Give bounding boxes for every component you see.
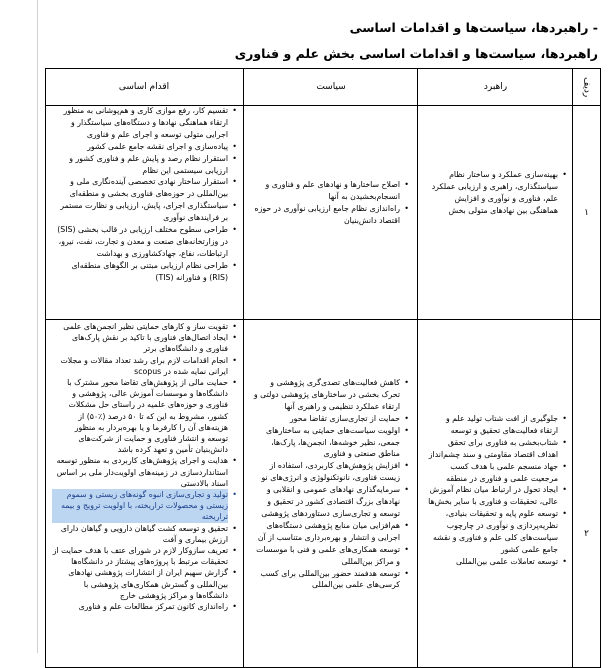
policy-cell bbox=[250, 179, 410, 227]
row-number: ۱ bbox=[584, 208, 589, 218]
action-item: • پیاده‌سازی و اجرای نقشه جامع علمی کشور bbox=[52, 141, 228, 153]
row-number: ۲ bbox=[584, 529, 589, 539]
strategy-table bbox=[45, 68, 601, 668]
policy-item: • هم‌افزایی میان منابع پژوهشی دستگاه‌های اجرایی و انتشار و بهره‌برداری متناسب از آن bbox=[250, 520, 400, 544]
strategy-item: • ایجاد تحول در ارتباط میان نظام آموزش عالی، تحقیقات و فناوری با سایر بخش‌ها bbox=[428, 484, 558, 508]
policy-item: • افزایش پژوهش‌های کاربردی، استفاده از زیست فناوری، نانوتکنولوژی و انرژی‌های نو bbox=[250, 460, 400, 484]
action-cell bbox=[52, 321, 238, 612]
strategy-item: • بهینه‌سازی عملکرد و ساختار نظام سیاستگذاری، راهبری و ارزیابی عملکرد علم، فناوری و نوآوری و افزایش هماهنگی بین نهادهای متولی بخش bbox=[428, 169, 558, 217]
strategy-cell bbox=[428, 169, 568, 217]
action-item: • تعریف سازوکار لازم در شورای عتف با هدف حمایت از تحقیقات مرتبط با پروژه‌های پیشتاز در دانشگاه‌ها bbox=[52, 545, 228, 567]
header-row-number: ردیف bbox=[581, 76, 592, 98]
table-title: راهبردها، سیاست‌ها و اقدامات اساسی بخش علم و فناوری bbox=[234, 46, 598, 61]
action-item: • تحقیق و توسعه کشت گیاهان دارویی و گیاهان دارای ارزش بیماری و آفت bbox=[52, 523, 228, 545]
action-item: • سیاستگذاری اجرای، پایش، ارزیابی و نظارت مستمر بر فرایندهای نوآوری bbox=[52, 200, 228, 224]
header-strategy: راهبرد bbox=[483, 82, 508, 92]
column-divider bbox=[417, 69, 418, 667]
action-item: • طراحی نظام ارزیابی مبتنی بر الگوهای منطقه‌ای (RIS) و فناورانه (TIS) bbox=[52, 260, 228, 284]
section-title: - راهبردها، سیاست‌ها و اقدامات اساسی bbox=[349, 20, 598, 35]
action-item: • تقسیم کار، رفع موازی کاری و هم‌پوشانی به منظور ارتقاء هماهنگی نهادها و دستگاه‌های سیاستگذار و اجرایی متولی توسعه و اجرای علم و فناوری bbox=[52, 105, 228, 141]
strategy-cell bbox=[428, 413, 568, 568]
column-divider bbox=[572, 69, 573, 667]
column-divider bbox=[243, 69, 244, 667]
action-item-selected[interactable]: • تولید و تجاری‌سازی انبوه گونه‌های زیستی و سموم زیستی و محصولات تراریخته، با اولویت ترویج و بیمه تراریخته bbox=[52, 489, 228, 523]
action-item: • راه‌اندازی کانون تمرکز مطالعات علم و فناوری bbox=[52, 601, 228, 612]
action-item: • هدایت و اجرای پژوهش‌های کاربردی به منظور توسعه استانداردسازی در زمینه‌های اولویت‌دار ملی بر اساس اسناد بالادستی bbox=[52, 455, 228, 489]
policy-item: • راه‌اندازی نظام جامع ارزیابی نوآوری در حوزه اقتصاد دانش‌بنیان bbox=[250, 203, 400, 227]
action-item: • طراحی سطوح مختلف ارزیابی در قالب بخشی (SIS) در وزارتخانه‌های صنعت و معدن و تجارت، نفت، نیرو، ارتباطات، نفاع، جهادکشاورزی و بهداشت bbox=[52, 224, 228, 260]
page-left-rule bbox=[37, 0, 38, 653]
action-item: • ایجاد اتصال‌های فناوری با تاکید بر نقش پارک‌های فناوری و دانشگاه‌های برتر bbox=[52, 332, 228, 354]
strategy-item: • توسعه علوم پایه و تحقیقات بنیادی، نظریه‌پردازی و نوآوری در چارچوب سیاست‌های کلی علم و فناوری و نقشه جامع علمی کشور bbox=[428, 508, 558, 556]
policy-item: • توسعه همکاری‌های علمی و فنی با موسسات و مراکز بین‌المللی bbox=[250, 544, 400, 568]
action-item: • گزارش سهیم ایران از انتشارات پژوهشی نهادهای بین‌المللی و گسترش همکاری‌های پژوهشی با دانشگاه‌ها و مراکز پژوهشی خارج bbox=[52, 567, 228, 601]
action-item: • حمایت مالی از پژوهش‌های تقاضا محور مشترک با دانشگاه‌ها و موسسات آموزش عالی، پژوهشی و فناوری و حوزه‌های علمیه در راستای حل مشکلات کشور، مشروط به این که تا ۵۰ درصد (٪۵۰) از هزینه‌های آن را کارفرما و یا بهره‌بردار به منظور توسعه و انتشار فناوری و حمایت از شرکت‌های دانش‌بنیان تأمین و تعهد کرده باشد bbox=[52, 377, 228, 455]
header-policy: سیاست bbox=[316, 82, 346, 92]
policy-item: • اولویت سیاست‌های حمایتی به ساختارهای جمعی، نظیر خوشه‌ها، انجمن‌ها، پارک‌ها، مناطق صنعتی و فناوری bbox=[250, 425, 400, 461]
header-action: اقدام اساسی bbox=[118, 82, 170, 92]
action-item: • تقویت ساز و کارهای حمایتی نظیر انجمن‌های علمی bbox=[52, 321, 228, 332]
strategy-item: • شتاب‌بخشی به فناوری برای تحقق اهداف اقتصاد مقاومتی و سند چشم‌انداز bbox=[428, 437, 558, 461]
action-item: • استقرار نظام رصد و پایش علم و فناوری کشور و ارزیابی سیستمی این نظام bbox=[52, 153, 228, 177]
policy-item: • سرمایه‌گذاری نهادهای عمومی و انقلابی و نهادهای بزرگ اقتصادی کشور در تحقیق و توسعه و تجاری‌سازی دستاوردهای پژوهشی bbox=[250, 484, 400, 520]
row-divider bbox=[46, 319, 600, 320]
action-item: • انجام اقدامات لازم برای رشد تعداد مقالات و مجلات ایرانی نمایه شده در scopus bbox=[52, 355, 228, 377]
action-cell bbox=[52, 105, 238, 284]
strategy-item: • جلوگیری از افت شتاب تولید علم و ارتقاء فعالیت‌های تحقیق و توسعه bbox=[428, 413, 558, 437]
policy-cell bbox=[250, 377, 410, 591]
policy-item: • توسعه هدفمند حضور بین‌المللی برای کسب کرسی‌های علمی بین‌المللی bbox=[250, 568, 400, 592]
policy-item: • حمایت از تجاری‌سازی تقاضا محور bbox=[250, 413, 400, 425]
strategy-item: • جهاد منسجم علمی با هدف کسب مرجعیت علمی و فناوری در منطقه bbox=[428, 461, 558, 485]
policy-item: • کاهش فعالیت‌های تصدی‌گری پژوهشی و تحرک بخشی در ساختارهای پژوهشی دولتی و ارتقاء عملکرد تنظیمی و راهبری آنها bbox=[250, 377, 400, 413]
action-item: • استقرار ساختار نهادی تخصصی آینده‌نگاری ملی و بین‌المللی در حوزه‌های فناوری بخشی و منطقه‌ای bbox=[52, 176, 228, 200]
policy-item: • اصلاح ساختارها و نهادهای علم و فناوری و انسجام‌بخشیدن به آنها bbox=[250, 179, 400, 203]
strategy-item: • توسعه تعاملات علمی بین‌المللی bbox=[428, 556, 558, 568]
